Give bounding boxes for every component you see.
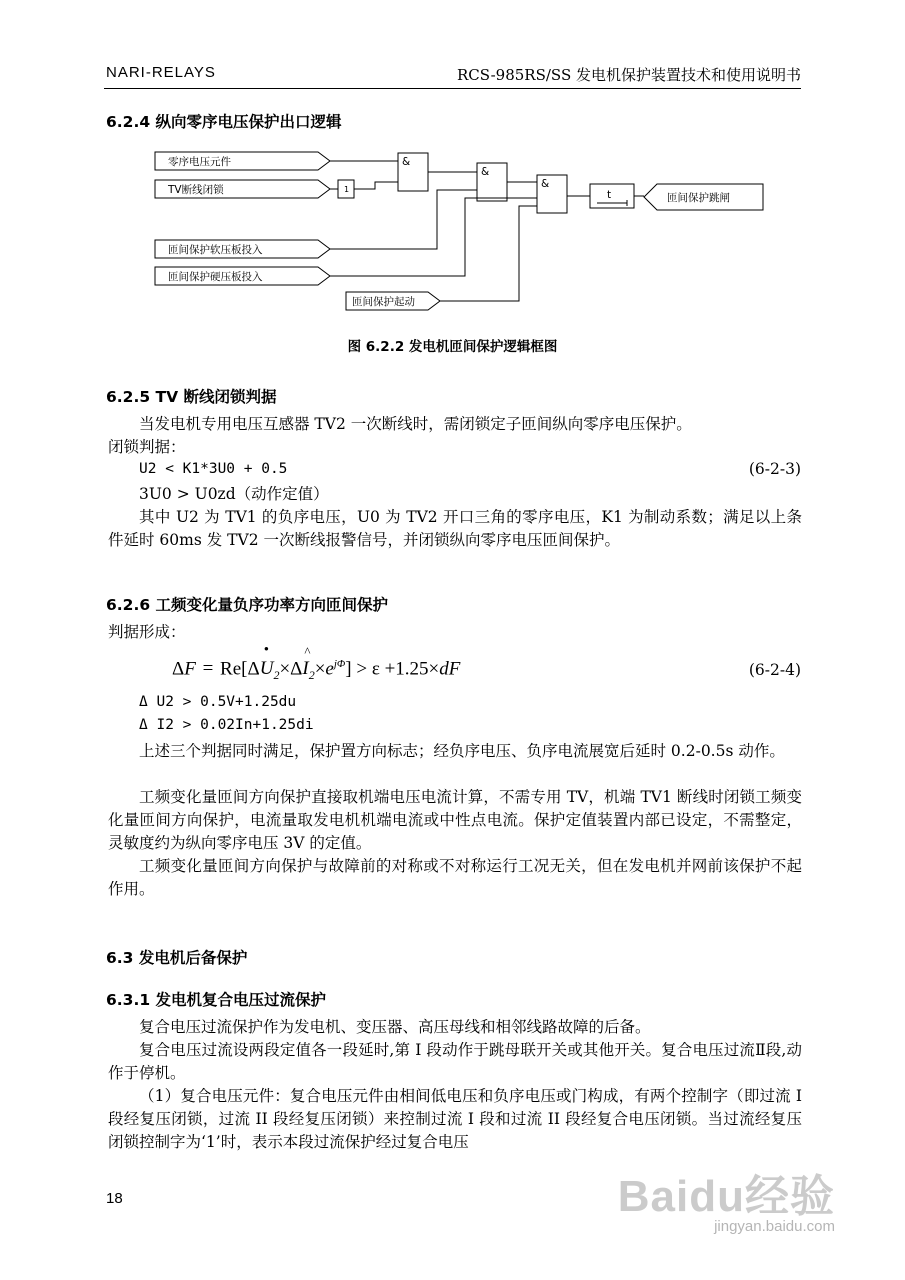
- baidu-watermark-logo: Baidu经验: [617, 1172, 835, 1221]
- figure-caption: 图 6.2.2 发电机匝间保护逻辑框图: [347, 339, 558, 355]
- s626-paragraph-3: 工频变化量匝间方向保护与故障前的对称或不对称运行工况无关，但在发电机并网前该保护不起作用。: [108, 857, 802, 898]
- s631-paragraph-1: 复合电压过流保护作为发电机、变压器、高压母线和相邻线路故障的后备。: [139, 1018, 651, 1036]
- section-6-2-5-title: 6.2.5 TV 断线闭锁判据: [106, 388, 277, 406]
- baidu-watermark-url: jingyan.baidu.com: [714, 1218, 835, 1235]
- input-soft-plate: 匝间保护软压板投入: [168, 244, 263, 256]
- header-rule: [104, 88, 801, 89]
- s625-equation-1-number: (6-2-3): [748, 460, 801, 478]
- input-tv-break-block: TV断线闭锁: [168, 184, 224, 196]
- output-trip: 匝间保护跳闸: [667, 192, 730, 204]
- s626-equation-number: (6-2-4): [748, 661, 801, 679]
- and-gate-1-label: &: [402, 156, 411, 168]
- s625-criterion-label: 闭锁判据：: [108, 438, 186, 456]
- timer-label: t: [607, 189, 612, 201]
- section-6-3-title: 6.3 发电机后备保护: [106, 949, 248, 967]
- header-doc-title: RCS-985RS/SS 发电机保护装置技术和使用说明书: [457, 66, 801, 84]
- section-6-3-1-title: 6.3.1 发电机复合电压过流保护: [106, 991, 327, 1009]
- s626-paragraph-2: 工频变化量匝间方向保护直接取机端电压电流计算，不需专用 TV，机端 TV1 断线时闭锁工频变化量匝间方向保护，电流量取发电机机端电流或中性点电流。保护定值装置内部已设定，不需整定，灵敏度约为纵向零序电压 3V 的定值。: [108, 788, 802, 852]
- s625-equation-2: 3U0 > U0zd（动作定值）: [139, 485, 329, 503]
- s625-paragraph-1: 当发电机专用电压互感器 TV2 一次断线时，需闭锁定子匝间纵向零序电压保护。: [139, 415, 692, 433]
- section-6-2-4-title: 6.2.4 纵向零序电压保护出口逻辑: [106, 113, 342, 131]
- s626-condition-2: Δ I2 > 0.02In+1.25di: [139, 717, 314, 733]
- s626-paragraph-1: 上述三个判据同时满足，保护置方向标志；经负序电压、负序电流展宽后延时 0.2-0.5s 动作。: [139, 742, 785, 760]
- and-gate-2-label: &: [481, 166, 490, 178]
- section-6-2-6-title: 6.2.6 工频变化量负序功率方向匝间保护: [106, 596, 389, 614]
- header-brand: NARI-RELAYS: [106, 64, 216, 81]
- s625-equation-1: U2 < K1*3U0 + 0.5: [139, 461, 288, 477]
- s626-condition-1: Δ U2 > 0.5V+1.25du: [139, 694, 297, 710]
- s631-paragraph-3: （1）复合电压元件：复合电压元件由相间低电压和负序电压或门构成，有两个控制字（即过流 I 段经复压闭锁，过流 II 段经复压闭锁）来控制过流 I 段和过流 II 段经复合电压闭锁。当过流经复压闭锁控制字为‘1’时，表示本段过流保护经过复合电压: [108, 1087, 802, 1151]
- and-gate-3-label: &: [541, 178, 550, 190]
- input-protection-start: 匝间保护起动: [352, 296, 415, 308]
- not-gate-label: 1: [344, 185, 350, 194]
- s631-paragraph-2: 复合电压过流设两段定值各一段延时,第 I 段动作于跳母联开关或其他开关。复合电压过流Ⅱ段,动作于停机。: [108, 1041, 802, 1082]
- page-number: 18: [106, 1190, 123, 1207]
- s625-paragraph-2: 其中 U2 为 TV1 的负序电压，U0 为 TV2 开口三角的零序电压，K1 为制动系数；满足以上条件延时 60ms 发 TV2 一次断线报警信号，并闭锁纵向零序电压匝间保护。: [108, 508, 802, 549]
- input-hard-plate: 匝间保护硬压板投入: [168, 271, 263, 283]
- logic-diagram: [0, 140, 905, 330]
- s626-formula: ΔF = Re[Δ • $U_2\times\Delta$ ^ $I_2\times e^{j\Phi}] > \varepsilon +1.25\times dF$: [172, 642, 461, 683]
- input-zero-seq-voltage: 零序电压元件: [168, 156, 231, 168]
- s626-criterion-label: 判据形成：: [108, 623, 186, 641]
